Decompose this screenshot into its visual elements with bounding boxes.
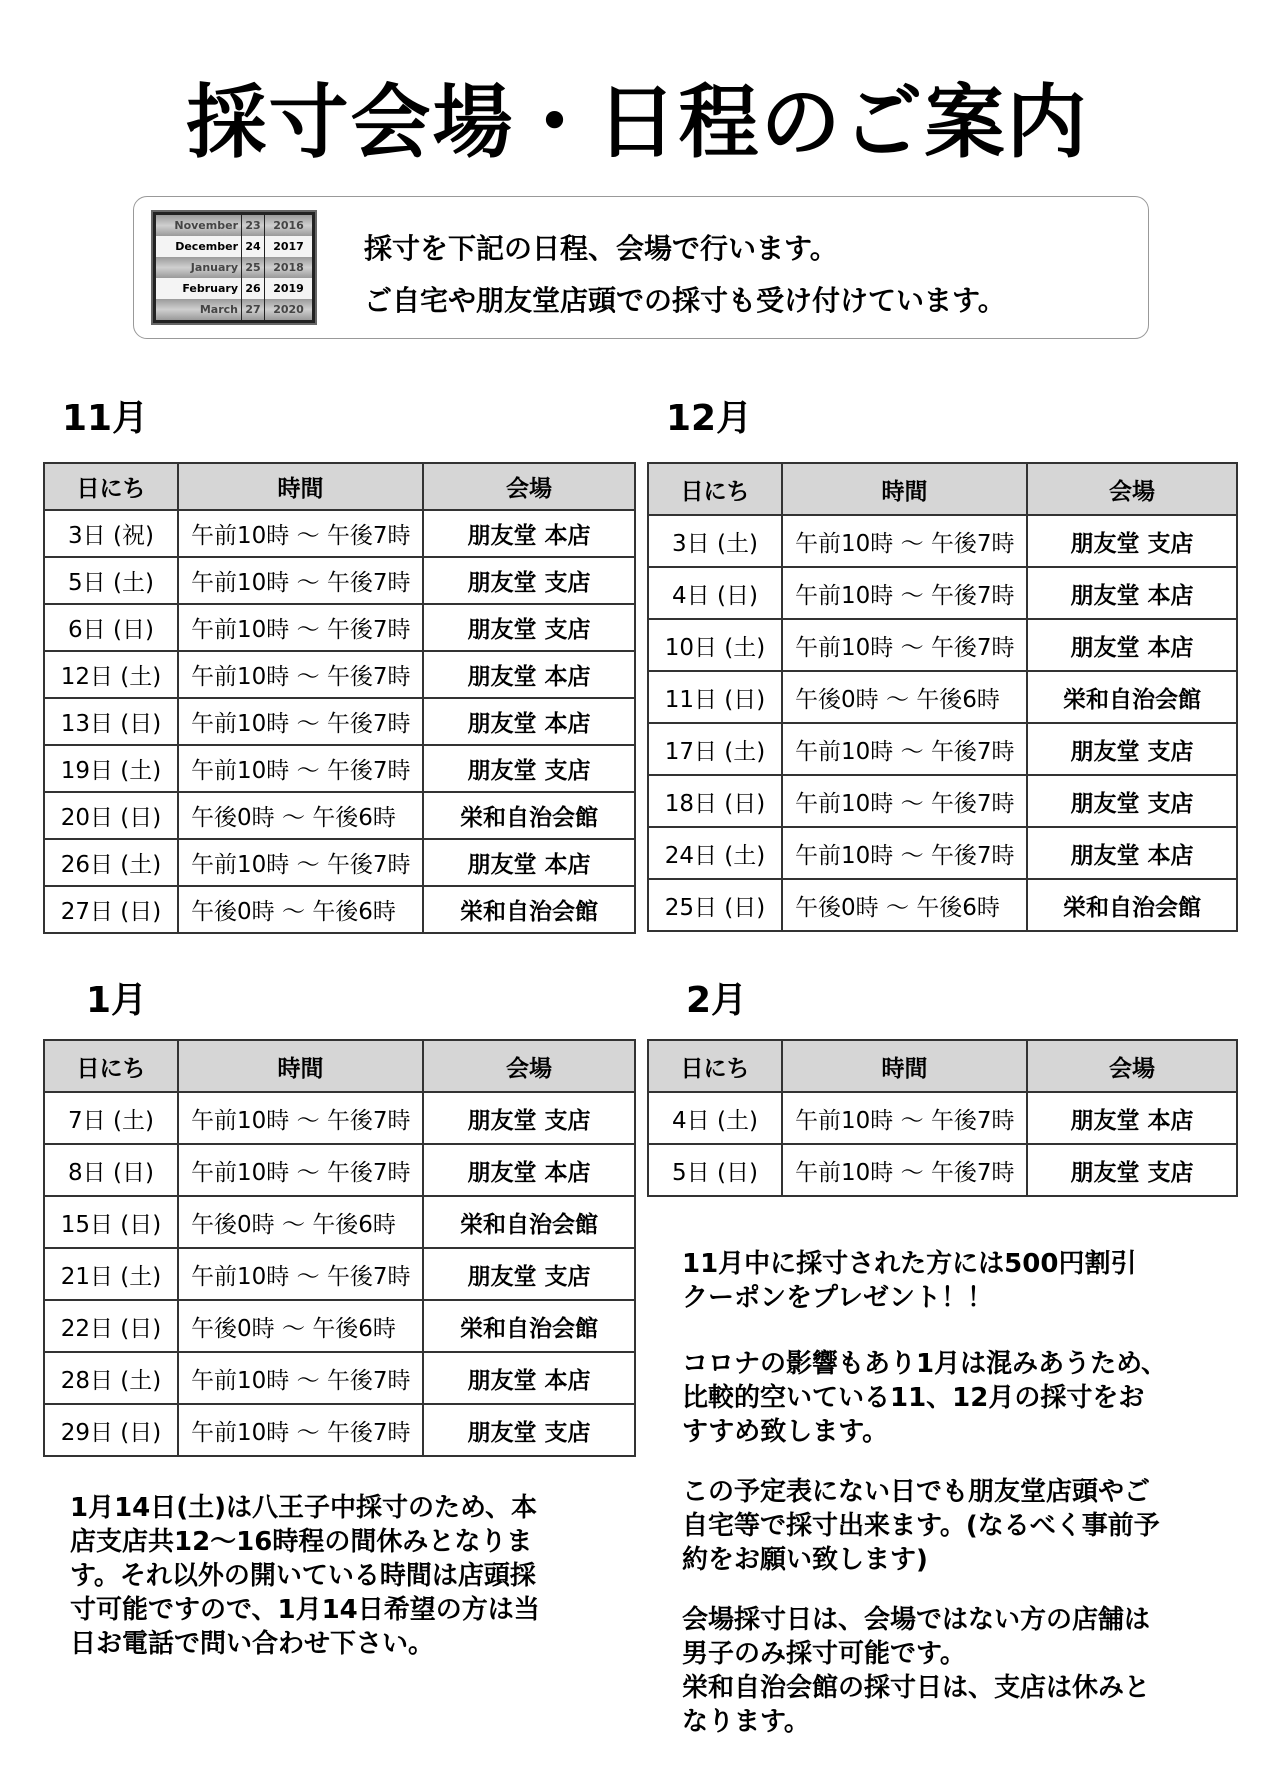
cell-time: 午前10時 〜 午後7時: [178, 1248, 423, 1300]
cell-date: 8日 (日): [44, 1144, 178, 1196]
table-header-row: [648, 463, 1237, 515]
cell-time: 午前10時 〜 午後7時: [178, 745, 423, 792]
note-line: 店支店共12〜16時程の間休みとなりま: [70, 1527, 533, 1557]
schedule-table-january: [43, 1039, 636, 1457]
calendar-day: 27: [242, 299, 264, 320]
table-row: [648, 723, 1237, 775]
table-row: [44, 557, 635, 604]
cell-date: 21日 (土): [44, 1248, 178, 1300]
cell-venue: 朋友堂 本店: [1027, 619, 1237, 671]
calendar-day: 25: [242, 257, 264, 278]
cell-venue: 朋友堂 支店: [1027, 515, 1237, 567]
table-row: [44, 1352, 635, 1404]
header-time: 時間: [782, 463, 1027, 515]
header-venue: 会場: [423, 463, 635, 510]
cell-venue: 朋友堂 本店: [423, 839, 635, 886]
note-line: 会場採寸日は、会場ではない方の店舗は: [682, 1605, 1151, 1635]
note-line: すすめ致します。: [682, 1417, 889, 1447]
cell-date: 4日 (土): [648, 1092, 782, 1144]
table-row: [44, 1404, 635, 1456]
cell-time: 午後0時 〜 午後6時: [782, 671, 1027, 723]
table-header-row: [44, 1040, 635, 1092]
calendar-year: 2016: [265, 215, 312, 236]
table-row: [648, 775, 1237, 827]
header-time: 時間: [178, 463, 423, 510]
cell-venue: 朋友堂 本店: [423, 1144, 635, 1196]
note-line: クーポンをプレゼント！！: [682, 1283, 993, 1313]
month-label-november: 11月: [62, 398, 149, 439]
cell-venue: 朋友堂 本店: [423, 510, 635, 557]
calendar-day: 23: [242, 215, 264, 236]
cell-venue: 栄和自治会館: [423, 1300, 635, 1352]
cell-time: 午前10時 〜 午後7時: [782, 619, 1027, 671]
cell-date: 25日 (日): [648, 879, 782, 931]
cell-venue: 朋友堂 本店: [423, 651, 635, 698]
cell-time: 午後0時 〜 午後6時: [782, 879, 1027, 931]
note-line: 11月中に採寸された方には500円割引: [682, 1249, 1137, 1279]
intro-line-2: ご自宅や朋友堂店頭での採寸も受け付けています。: [364, 284, 1006, 317]
cell-venue: 朋友堂 支店: [423, 745, 635, 792]
cell-time: 午後0時 〜 午後6時: [178, 1196, 423, 1248]
table-row: [648, 515, 1237, 567]
cell-time: 午前10時 〜 午後7時: [178, 651, 423, 698]
month-label-december: 12月: [666, 398, 753, 439]
cell-date: 10日 (土): [648, 619, 782, 671]
table-row: [44, 604, 635, 651]
cell-venue: 栄和自治会館: [423, 792, 635, 839]
intro-line-1: 採寸を下記の日程、会場で行います。: [364, 232, 838, 265]
header-date: 日にち: [44, 1040, 178, 1092]
cell-time: 午前10時 〜 午後7時: [178, 839, 423, 886]
header-venue: 会場: [1027, 463, 1237, 515]
cell-date: 3日 (土): [648, 515, 782, 567]
cell-time: 午前10時 〜 午後7時: [178, 1404, 423, 1456]
calendar-row: [156, 257, 312, 278]
calendar-row: [156, 299, 312, 320]
cell-time: 午前10時 〜 午後7時: [178, 698, 423, 745]
cell-time: 午前10時 〜 午後7時: [178, 1092, 423, 1144]
cell-time: 午前10時 〜 午後7時: [782, 775, 1027, 827]
calendar-month: February: [156, 278, 241, 299]
table-header-row: [648, 1040, 1237, 1092]
note-line: 男子のみ採寸可能です。: [682, 1639, 966, 1669]
cell-date: 5日 (土): [44, 557, 178, 604]
cell-date: 19日 (土): [44, 745, 178, 792]
cell-venue: 朋友堂 支店: [1027, 775, 1237, 827]
note-coupon: [682, 1247, 1136, 1315]
cell-venue: 栄和自治会館: [1027, 879, 1237, 931]
table-row: [44, 1144, 635, 1196]
cell-time: 午前10時 〜 午後7時: [782, 567, 1027, 619]
cell-time: 午後0時 〜 午後6時: [178, 792, 423, 839]
table-row: [44, 1092, 635, 1144]
note-line: 栄和自治会館の採寸日は、支店は休みと: [682, 1673, 1151, 1703]
calendar-month: November: [156, 215, 241, 236]
schedule-table-february: [647, 1039, 1238, 1197]
table-row: [44, 651, 635, 698]
cell-time: 午前10時 〜 午後7時: [178, 557, 423, 604]
table-row: [44, 792, 635, 839]
calendar-row: [156, 236, 312, 257]
cell-date: 18日 (日): [648, 775, 782, 827]
table-row: [44, 1196, 635, 1248]
cell-venue: 朋友堂 支店: [423, 1248, 635, 1300]
header-time: 時間: [782, 1040, 1027, 1092]
cell-date: 27日 (日): [44, 886, 178, 933]
header-venue: 会場: [1027, 1040, 1237, 1092]
cell-time: 午前10時 〜 午後7時: [782, 1092, 1027, 1144]
table-row: [648, 671, 1237, 723]
table-row: [44, 698, 635, 745]
calendar-row: [156, 215, 312, 236]
cell-venue: 朋友堂 支店: [423, 1404, 635, 1456]
table-row: [648, 1092, 1237, 1144]
cell-date: 20日 (日): [44, 792, 178, 839]
month-label-january: 1月: [86, 980, 148, 1021]
note-other-days: [682, 1475, 1160, 1577]
table-header-row: [44, 463, 635, 510]
month-label-february: 2月: [686, 980, 748, 1021]
note-line: この予定表にない日でも朋友堂店頭やご: [682, 1477, 1151, 1507]
cell-venue: 朋友堂 支店: [1027, 723, 1237, 775]
header-date: 日にち: [44, 463, 178, 510]
cell-venue: 栄和自治会館: [423, 886, 635, 933]
cell-time: 午前10時 〜 午後7時: [782, 723, 1027, 775]
cell-venue: 朋友堂 本店: [1027, 567, 1237, 619]
calendar-flip-icon: [151, 210, 317, 325]
table-row: [44, 745, 635, 792]
cell-date: 17日 (土): [648, 723, 782, 775]
calendar-year: 2018: [265, 257, 312, 278]
cell-date: 15日 (日): [44, 1196, 178, 1248]
table-row: [44, 839, 635, 886]
note-jan-14: [70, 1491, 540, 1661]
cell-date: 26日 (土): [44, 839, 178, 886]
header-date: 日にち: [648, 1040, 782, 1092]
header-date: 日にち: [648, 463, 782, 515]
calendar-year: 2020: [265, 299, 312, 320]
table-row: [648, 827, 1237, 879]
table-row: [44, 886, 635, 933]
cell-venue: 朋友堂 本店: [1027, 1092, 1237, 1144]
cell-date: 4日 (日): [648, 567, 782, 619]
table-row: [648, 1144, 1237, 1196]
note-line: 寸可能ですので、1月14日希望の方は当: [70, 1595, 540, 1625]
table-row: [44, 1300, 635, 1352]
note-line: す。それ以外の開いている時間は店頭採: [70, 1561, 536, 1591]
cell-venue: 朋友堂 支店: [423, 604, 635, 651]
cell-time: 午前10時 〜 午後7時: [178, 510, 423, 557]
cell-date: 24日 (土): [648, 827, 782, 879]
note-venue-days: [682, 1603, 1150, 1739]
cell-time: 午後0時 〜 午後6時: [178, 1300, 423, 1352]
note-line: なります。: [682, 1707, 810, 1737]
cell-date: 13日 (日): [44, 698, 178, 745]
header-venue: 会場: [423, 1040, 635, 1092]
schedule-table-december: [647, 462, 1238, 932]
calendar-day: 24: [242, 236, 264, 257]
calendar-year: 2019: [265, 278, 312, 299]
cell-venue: 朋友堂 本店: [423, 1352, 635, 1404]
table-row: [648, 619, 1237, 671]
table-row: [44, 1248, 635, 1300]
cell-venue: 朋友堂 支店: [423, 1092, 635, 1144]
cell-date: 29日 (日): [44, 1404, 178, 1456]
table-row: [44, 510, 635, 557]
note-line: 約をお願い致します): [682, 1545, 928, 1575]
cell-time: 午前10時 〜 午後7時: [782, 515, 1027, 567]
table-row: [648, 567, 1237, 619]
calendar-row: [156, 278, 312, 299]
cell-date: 6日 (日): [44, 604, 178, 651]
cell-time: 午前10時 〜 午後7時: [178, 604, 423, 651]
cell-time: 午前10時 〜 午後7時: [178, 1144, 423, 1196]
schedule-table-november: [43, 462, 636, 934]
note-line: 比較的空いている11、12月の採寸をお: [682, 1383, 1145, 1413]
header-time: 時間: [178, 1040, 423, 1092]
cell-time: 午前10時 〜 午後7時: [782, 1144, 1027, 1196]
cell-date: 28日 (土): [44, 1352, 178, 1404]
intro-box: [133, 196, 1149, 339]
calendar-month: January: [156, 257, 241, 278]
calendar-year: 2017: [265, 236, 312, 257]
cell-venue: 朋友堂 支店: [1027, 1144, 1237, 1196]
cell-time: 午前10時 〜 午後7時: [782, 827, 1027, 879]
cell-date: 22日 (日): [44, 1300, 178, 1352]
table-row: [648, 879, 1237, 931]
cell-venue: 朋友堂 本店: [423, 698, 635, 745]
cell-venue: 栄和自治会館: [1027, 671, 1237, 723]
cell-venue: 朋友堂 本店: [1027, 827, 1237, 879]
cell-time: 午後0時 〜 午後6時: [178, 886, 423, 933]
cell-date: 5日 (日): [648, 1144, 782, 1196]
note-corona: [682, 1347, 1167, 1449]
note-line: コロナの影響もあり1月は混みあうため、: [682, 1349, 1168, 1379]
cell-time: 午前10時 〜 午後7時: [178, 1352, 423, 1404]
note-line: 自宅等で採寸出来ます。(なるべく事前予: [682, 1511, 1160, 1541]
page-title: 採寸会場・日程のご案内: [186, 76, 1089, 169]
calendar-month: December: [156, 236, 241, 257]
cell-date: 3日 (祝): [44, 510, 178, 557]
cell-date: 7日 (土): [44, 1092, 178, 1144]
note-line: 1月14日(土)は八王子中採寸のため、本: [70, 1493, 537, 1523]
cell-date: 11日 (日): [648, 671, 782, 723]
note-line: 日お電話で問い合わせ下さい。: [70, 1629, 435, 1659]
cell-venue: 朋友堂 支店: [423, 557, 635, 604]
calendar-month: March: [156, 299, 241, 320]
cell-venue: 栄和自治会館: [423, 1196, 635, 1248]
cell-date: 12日 (土): [44, 651, 178, 698]
calendar-day: 26: [242, 278, 264, 299]
